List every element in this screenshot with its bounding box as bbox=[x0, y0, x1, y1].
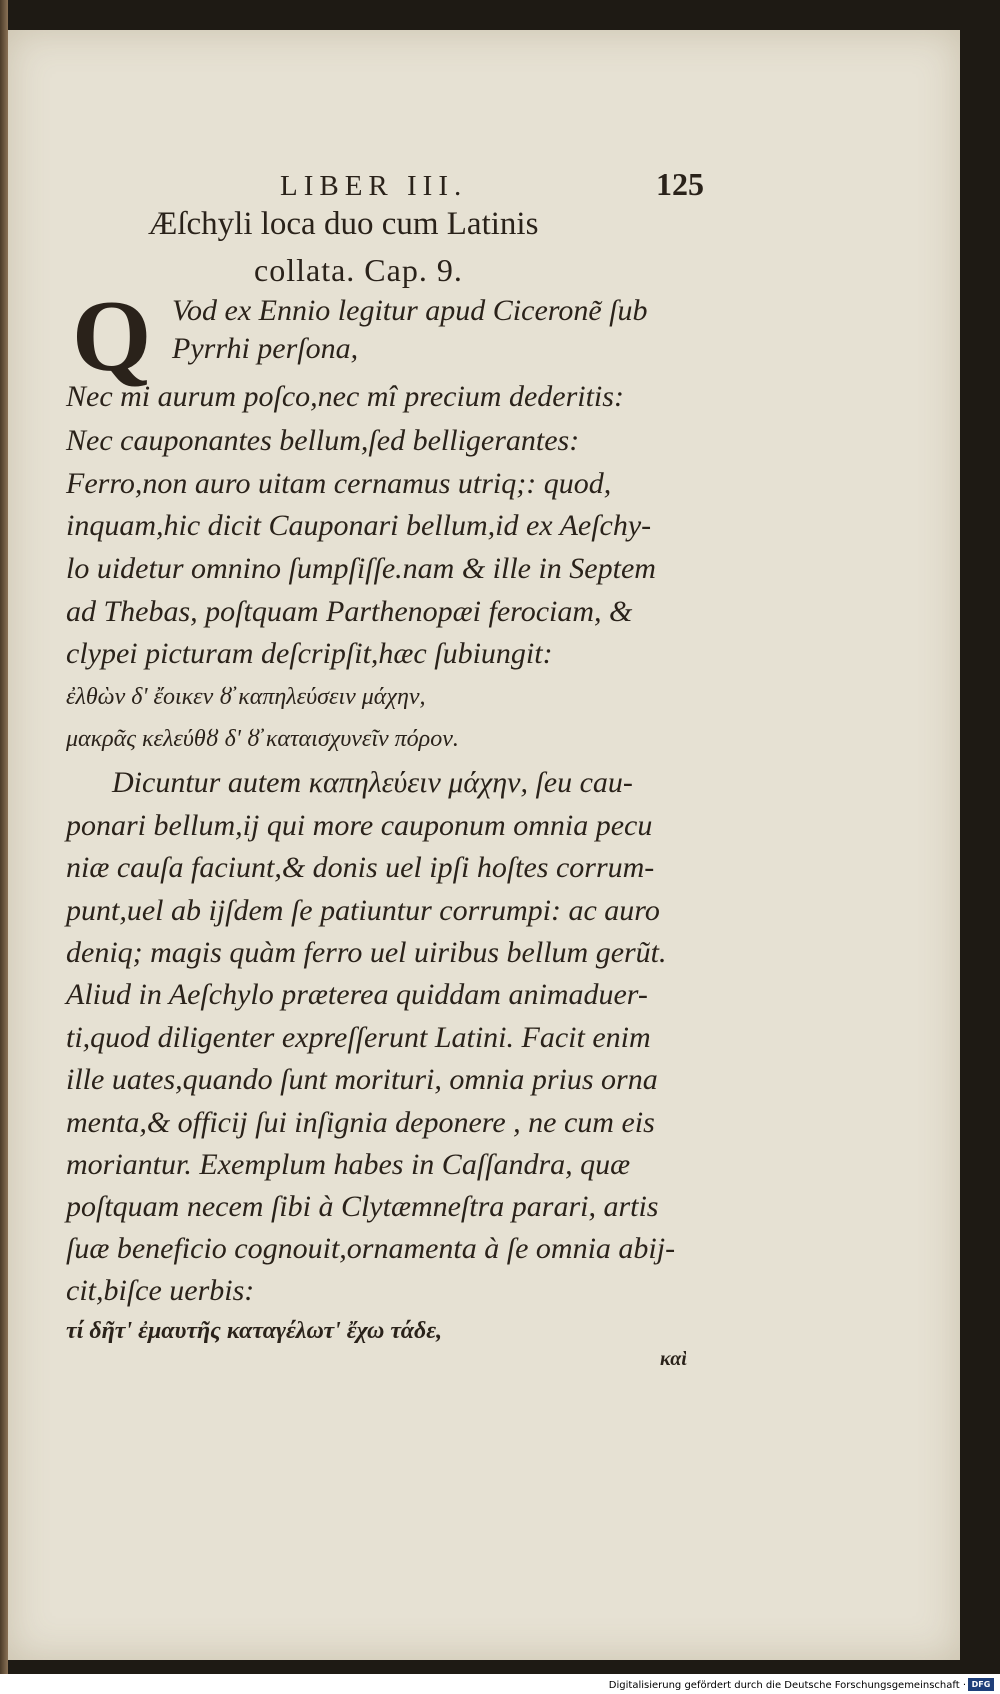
chapter-title-line-2: collata. Cap. 9. bbox=[254, 252, 463, 288]
text-line: deniq; magis quàm ferro uel uiribus bellum gerũt. bbox=[66, 936, 667, 969]
book-edge bbox=[0, 0, 8, 1694]
page-number: 125 bbox=[656, 166, 704, 202]
footer-strip bbox=[0, 1674, 1000, 1694]
book-page bbox=[8, 30, 960, 1660]
text-line: inquam,hic dicit Cauponari bellum,id ex Aeſchy- bbox=[66, 509, 652, 542]
text-line: Pyrrhi perſona, bbox=[172, 332, 359, 365]
text-line: ti,quod diligenter expreſſerunt Latini. Facit enim bbox=[66, 1021, 651, 1054]
text-line: Vod ex Ennio legitur apud Cicerone͂ ſub bbox=[172, 294, 648, 327]
text-line: moriantur. Exemplum habes in Caſſandra, quæ bbox=[66, 1148, 631, 1181]
text-line: clypei picturam deſcripſit,hæc ſubiungit: bbox=[66, 637, 553, 670]
catchword: καὶ bbox=[660, 1348, 687, 1370]
funding-note: Digitalisierung gefördert durch die Deutsche Forschungsgemeinschaft · bbox=[608, 1680, 966, 1691]
text-line: Ferro,non auro uitam cernamus utriq;: quod, bbox=[66, 467, 612, 500]
text-line: ille uates,quando ſunt morituri, omnia prius orna bbox=[66, 1063, 658, 1096]
text-line: ponari bellum,ij qui more cauponum omnia pecu bbox=[66, 809, 653, 842]
decorated-initial: Q bbox=[72, 280, 152, 393]
chapter-title-line-1: Æſchyli loca duo cum Latinis bbox=[148, 206, 539, 242]
text-line: cit,biſce uerbis: bbox=[66, 1274, 255, 1307]
text-line: Dicuntur autem καπηλεύειν μάχην, ſeu cau- bbox=[112, 766, 633, 799]
text-line: niæ cauſa faciunt,& donis uel ipſi hoſtes corrum- bbox=[66, 851, 655, 884]
text-line: poſtquam necem ſibi à Clytæmneſtra parari, artis bbox=[66, 1190, 659, 1223]
text-line: punt,uel ab ijſdem ſe patiuntur corrumpi: ac auro bbox=[66, 894, 660, 927]
greek-verse: ἐλθὼν δ' ἔοικεν ȣ̓ καπηλεύσειν μάχην, bbox=[66, 684, 426, 710]
text-line: menta,& officij ſui inſignia deponere , ne cum eis bbox=[66, 1106, 655, 1139]
text-line: Nec cauponantes bellum,ſed belligerantes: bbox=[66, 424, 580, 457]
text-line: ad Thebas, poſtquam Parthenopæi ferociam, & bbox=[66, 595, 633, 628]
greek-verse: τί δῆτ' ἐμαυτῆς καταγέλωτ' ἔχω τάδε, bbox=[66, 1318, 443, 1344]
text-line: Aliud in Aeſchylo præterea quiddam animaduer- bbox=[66, 978, 648, 1011]
text-line: ſuæ beneficio cognouit,ornamenta à ſe omnia abij- bbox=[66, 1232, 676, 1265]
dfg-logo: DFG bbox=[968, 1678, 994, 1691]
text-line: Nec mi aurum poſco,nec mî precium dederitis: bbox=[66, 380, 624, 413]
greek-verse: μακρᾶς κελεύθȣ δ' ȣ̓ καταισχυνεῖν πόρον. bbox=[66, 726, 459, 752]
text-line: lo uidetur omnino ſumpſiſſe.nam & ille in Septem bbox=[66, 552, 656, 585]
running-head: LIBER III. bbox=[280, 170, 468, 202]
